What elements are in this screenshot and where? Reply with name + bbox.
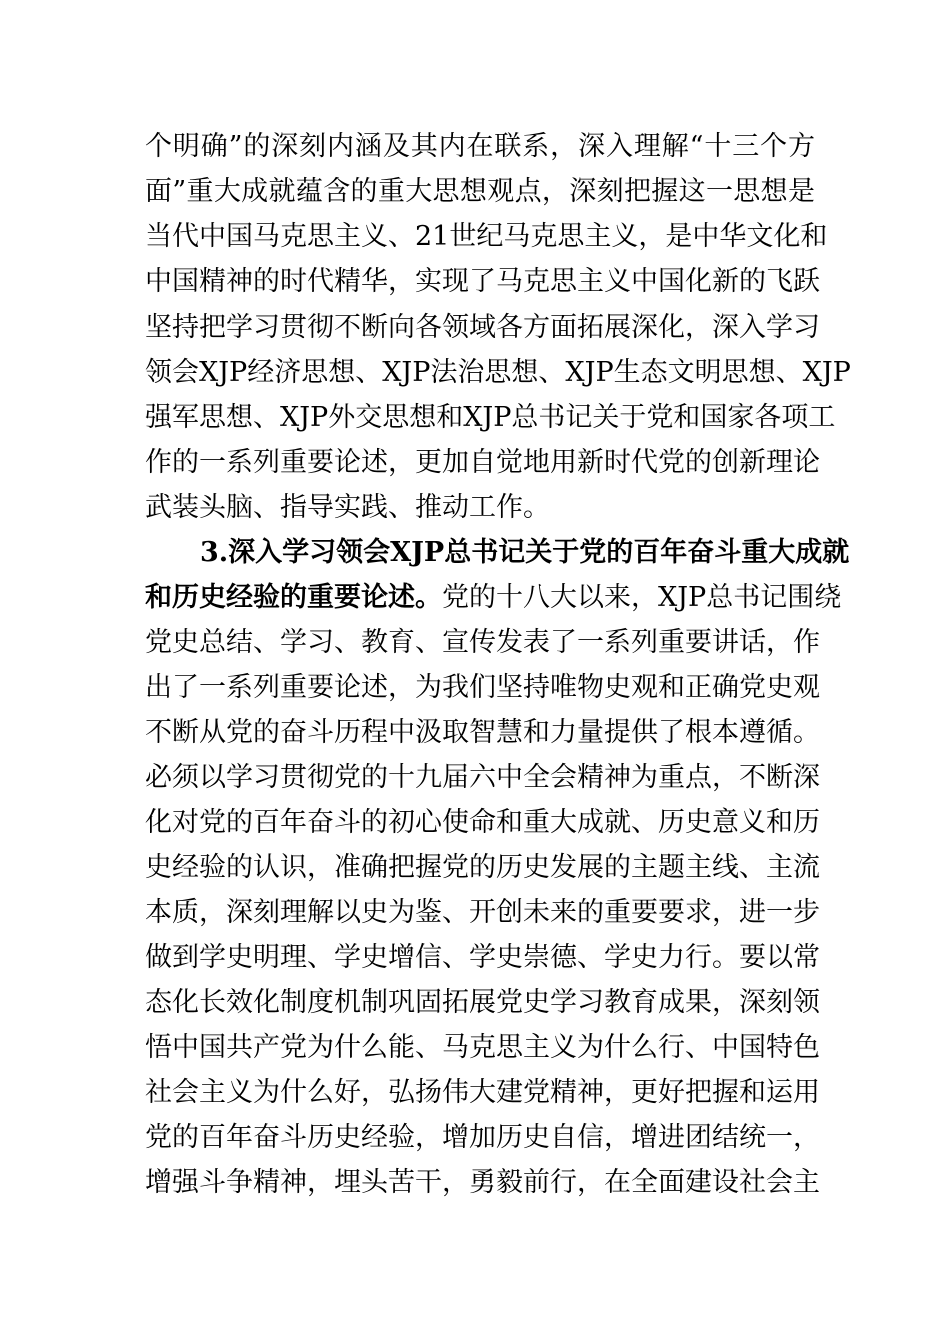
paragraph-line: 本质，深刻理解以史为鉴、开创未来的重要要求，进一步 <box>145 897 820 928</box>
paragraph-line: 面”重大成就蕴含的重大思想观点，深刻把握这一思想是 <box>145 176 815 207</box>
paragraph-line: 做到学史明理、学史增信、学史崇德、学史力行。要以常 <box>145 942 820 973</box>
paragraph-line: 不断从党的奋斗历程中汲取智慧和力量提供了根本遵循。 <box>145 717 820 748</box>
paragraph-line: 态化长效化制度机制巩固拓展党史学习教育成果，深刻领 <box>145 987 820 1018</box>
paragraph-line: 社会主义为什么好，弘扬伟大建党精神，更好把握和运用 <box>145 1077 820 1108</box>
paragraph-line: 强军思想、XJP外交思想和XJP总书记关于党和国家各项工 <box>145 402 836 433</box>
paragraph-line: 坚持把学习贯彻不断向各领域各方面拓展深化，深入学习 <box>145 312 820 343</box>
paragraph-line: 悟中国共产党为什么能、马克思主义为什么行、中国特色 <box>145 1032 820 1063</box>
section-text-start: 党的十八大以来，XJP总书记围绕 <box>442 582 842 613</box>
paragraph-line: 当代中国马克思主义、21世纪马克思主义，是中华文化和 <box>145 221 828 252</box>
paragraph-line: 必须以学习贯彻党的十九届六中全会精神为重点，不断深 <box>145 762 820 793</box>
paragraph-line: 领会XJP经济思想、XJP法治思想、XJP生态文明思想、XJP <box>145 357 851 388</box>
paragraph-line: 党史总结、学习、教育、宣传发表了一系列重要讲话，作 <box>145 627 820 658</box>
paragraph-line: 史经验的认识，准确把握党的历史发展的主题主线、主流 <box>145 852 820 883</box>
paragraph-line: 出了一系列重要论述，为我们坚持唯物史观和正确党史观 <box>145 672 820 703</box>
paragraph-line: 武装头脑、指导实践、推动工作。 <box>145 492 550 523</box>
paragraph-line: 个明确”的深刻内涵及其内在联系，深入理解“十三个方 <box>145 131 815 162</box>
section-heading: 3.深入学习领会XJP总书记关于党的百年奋斗重大成就 <box>200 537 850 568</box>
section-heading-continued: 和历史经验的重要论述。 <box>145 582 442 613</box>
paragraph-line: 增强斗争精神，埋头苦干，勇毅前行，在全面建设社会主 <box>145 1167 820 1198</box>
paragraph-line: 作的一系列重要论述，更加自觉地用新时代党的创新理论 <box>145 447 820 478</box>
paragraph-line: 化对党的百年奋斗的初心使命和重大成就、历史意义和历 <box>145 807 820 838</box>
paragraph-line: 党的百年奋斗历史经验，增加历史自信，增进团结统一， <box>145 1122 820 1153</box>
paragraph-line: 中国精神的时代精华，实现了马克思主义中国化新的飞跃 <box>145 266 820 297</box>
section-heading-line <box>145 578 842 618</box>
